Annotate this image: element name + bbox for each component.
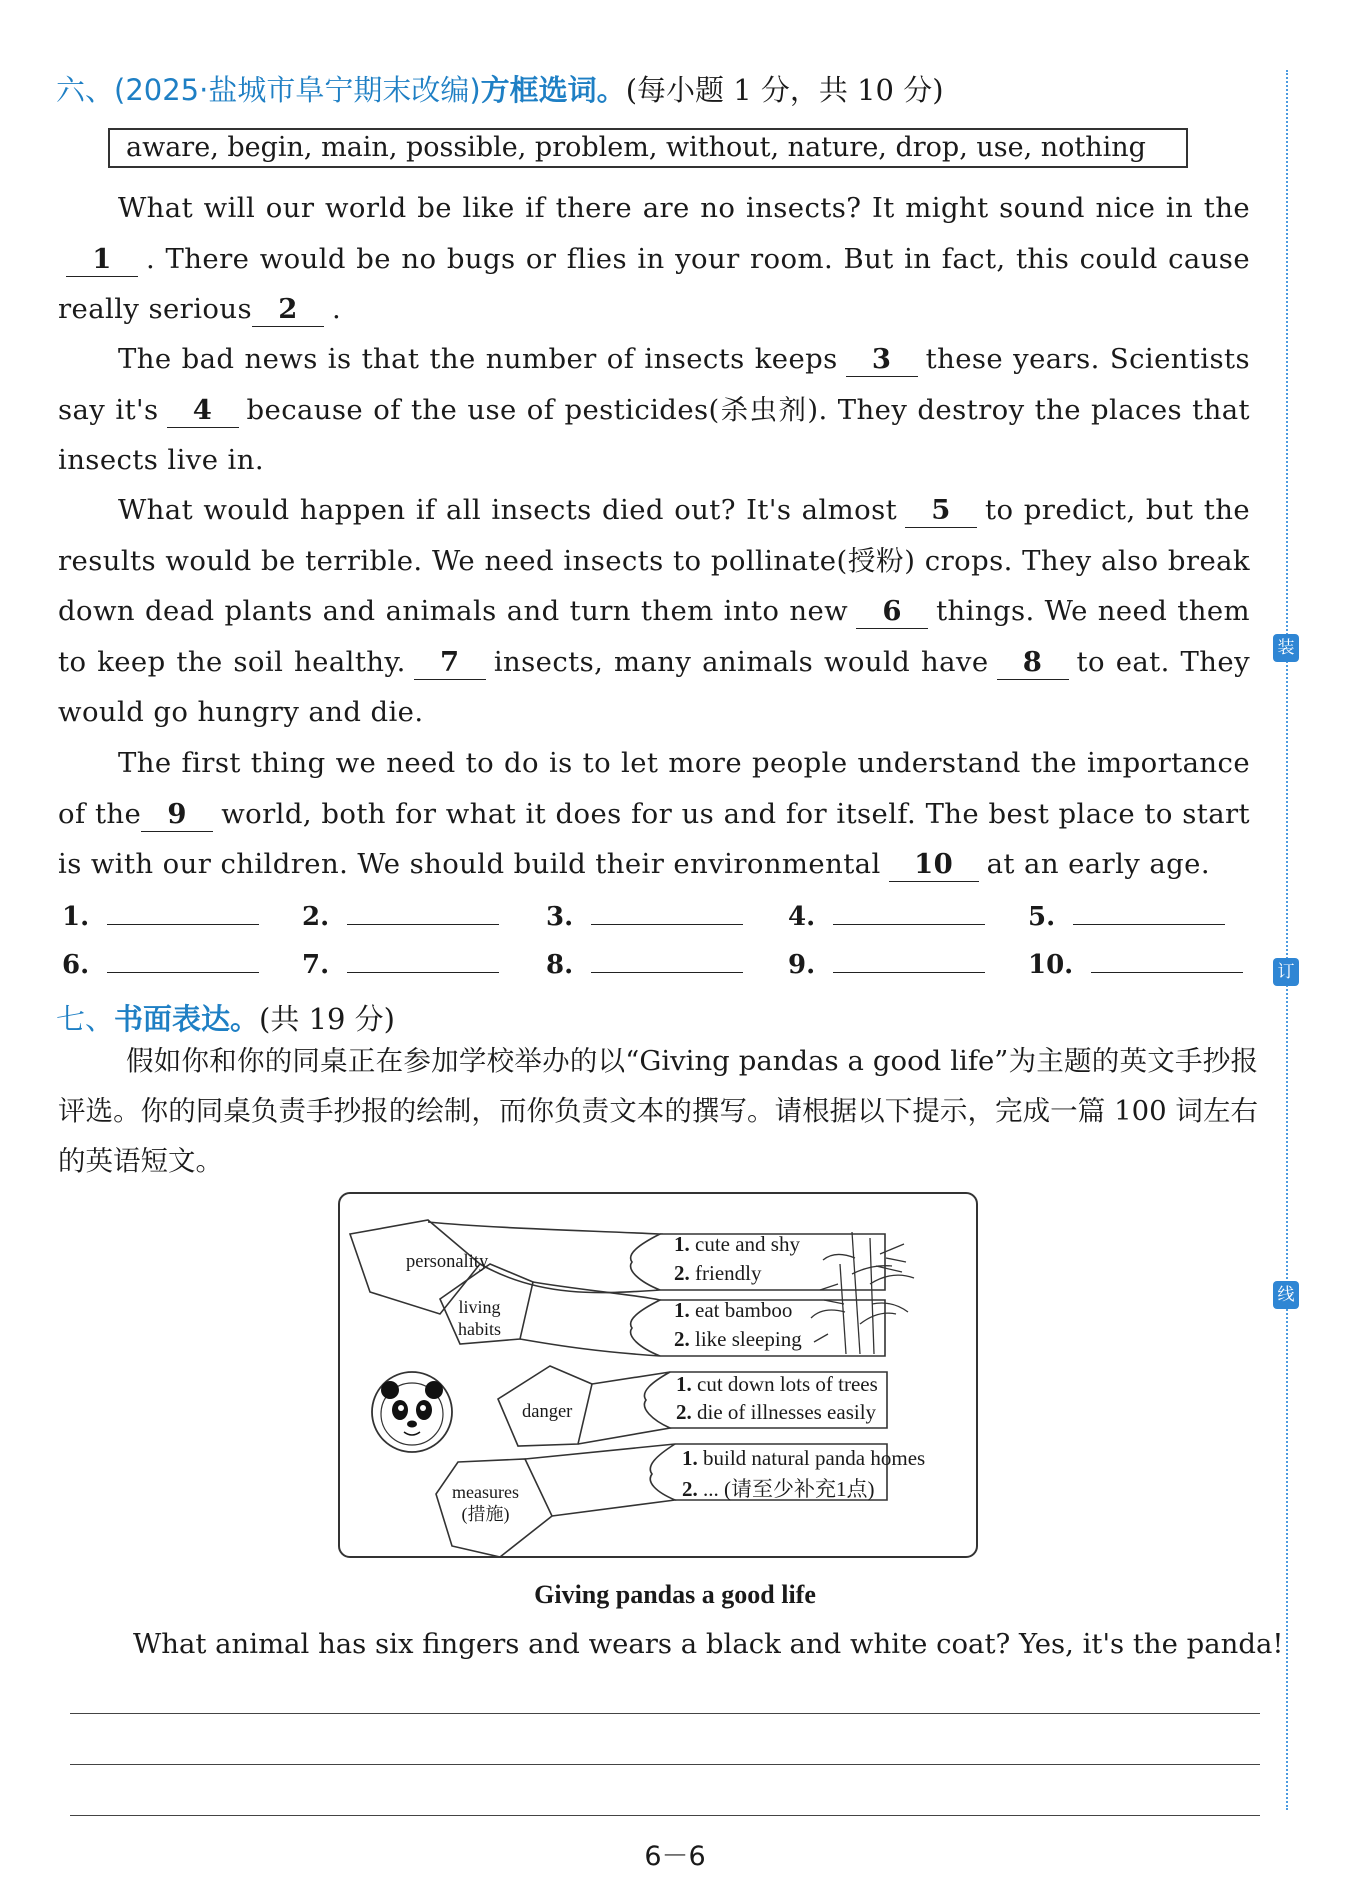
answer-1[interactable]: 1.: [62, 898, 259, 932]
side-tab-xian: 线: [1273, 1281, 1299, 1309]
section-six-score: (每小题 1 分，共 10 分): [625, 73, 944, 107]
panda-icon: [372, 1372, 452, 1452]
writing-line-2[interactable]: [70, 1764, 1260, 1765]
item-danger-1: 1. cut down lots of trees: [676, 1372, 878, 1396]
answer-9[interactable]: 9.: [788, 946, 985, 980]
para3-text-b: to predict, but the results would be terrible. We need insects to pollinate(授粉) crops. They also break down dead plants and animals and turn them into new: [58, 494, 1251, 627]
answer-8[interactable]: 8.: [546, 946, 743, 980]
node-living-habits: living habits: [458, 1297, 501, 1339]
page-number: 6－6: [644, 1841, 706, 1872]
essay-title: Giving pandas a good life: [534, 1580, 816, 1609]
section-seven-heading: [56, 997, 395, 1038]
para3-text-c: things. We need them to keep the soil healthy.: [58, 595, 1250, 678]
item-danger-2: 2. die of illnesses easily: [676, 1400, 877, 1424]
connector-danger: [578, 1372, 670, 1444]
panda-mind-map: [338, 1192, 978, 1558]
passage-paragraph-4: [58, 738, 1250, 890]
blank-2: 2: [252, 292, 324, 327]
side-tab-ding: 订: [1273, 958, 1299, 986]
essay-opening-sentence: What animal has six fingers and wears a black and white coat? Yes, it's the panda!: [133, 1628, 1284, 1660]
para2-text-b: these years. Scientists say it's: [58, 343, 1250, 426]
blank-5: 5: [905, 493, 977, 528]
blank-7: 7: [414, 645, 486, 680]
para1-text-a: What will our world be like if there are no insects? It might sound nice in the: [118, 192, 1250, 224]
answer-7[interactable]: 7.: [302, 946, 499, 980]
side-tab-zhuang: 装: [1273, 634, 1299, 662]
item-measures-2: 2. ... (请至少补充1点): [682, 1477, 875, 1501]
answer-4[interactable]: 4.: [788, 898, 985, 932]
writing-line-3[interactable]: [70, 1815, 1260, 1816]
mind-map-lines: [340, 1194, 980, 1560]
blank-6: 6: [856, 594, 928, 629]
answer-3[interactable]: 3.: [546, 898, 743, 932]
section-seven-number: 七、: [56, 1002, 115, 1036]
answer-5[interactable]: 5.: [1028, 898, 1225, 932]
section-six-type: 方框选词。: [480, 73, 626, 107]
binding-line: [1286, 70, 1288, 1810]
blank-4: 4: [167, 393, 239, 428]
blank-1: 1: [66, 242, 138, 277]
para2-text-a: The bad news is that the number of insects keeps: [118, 343, 838, 375]
passage-paragraph-2: [58, 334, 1250, 486]
para1-text-b: . There would be no bugs or flies in your room. But in fact, this could cause really serious: [58, 242, 1250, 325]
section-seven-score: (共 19 分): [259, 1002, 395, 1036]
para2-text-c: because of the use of pesticides(杀虫剂). They destroy the places that insects live in.: [58, 393, 1250, 476]
answer-2[interactable]: 2.: [302, 898, 499, 932]
blank-8: 8: [997, 645, 1069, 680]
item-living-2: 2. like sleeping: [674, 1327, 802, 1351]
node-danger: danger: [522, 1402, 573, 1422]
section-six-heading: [56, 68, 944, 109]
writing-prompt: 假如你和你的同桌正在参加学校举办的以“Giving pandas a good life”为主题的英文手抄报评选。你的同桌负责手抄报的绘制，而你负责文本的撰写。请根据以下提示，完成一篇 100 词左右的英语短文。: [58, 1045, 1258, 1177]
passage-paragraph-3: [58, 485, 1250, 738]
node-personality: personality: [406, 1252, 489, 1272]
item-living-1: 1. eat bamboo: [674, 1298, 793, 1322]
blank-9: 9: [141, 797, 213, 832]
para3-text-d: insects, many animals would have: [493, 645, 989, 678]
item-personality-2: 2. friendly: [674, 1261, 762, 1285]
para4-text-c: at an early age.: [986, 848, 1210, 880]
para3-text-a: What would happen if all insects died out? It's almost: [118, 494, 898, 526]
passage-paragraph-1: [58, 183, 1250, 335]
answer-10[interactable]: 10.: [1028, 946, 1243, 980]
writing-line-1[interactable]: [70, 1713, 1260, 1714]
item-measures-1: 1. build natural panda homes: [682, 1446, 926, 1470]
section-seven-type: 书面表达。: [114, 1002, 260, 1036]
answer-6[interactable]: 6.: [62, 946, 259, 980]
item-personality-1: 1. cute and shy: [674, 1232, 800, 1256]
word-box: aware, begin, main, possible, problem, without, nature, drop, use, nothing: [108, 128, 1188, 168]
para4-text-a: The first thing we need to do is to let more people understand the importance of the: [58, 747, 1250, 830]
section-six-number: 六、: [56, 73, 115, 107]
bamboo-icon: [811, 1232, 914, 1354]
blank-10: 10: [889, 847, 979, 882]
blank-3: 3: [846, 342, 918, 377]
para3-text-e: to eat. They would go hungry and die.: [58, 645, 1251, 728]
section-six-source: (2025·盐城市阜宁期末改编): [114, 73, 481, 107]
node-measures: measures (措施): [452, 1482, 519, 1524]
para1-text-c: .: [332, 293, 342, 325]
para4-text-b: world, both for what it does for us and for itself. The best place to start is with our children. We should build their environmental: [58, 797, 1250, 880]
